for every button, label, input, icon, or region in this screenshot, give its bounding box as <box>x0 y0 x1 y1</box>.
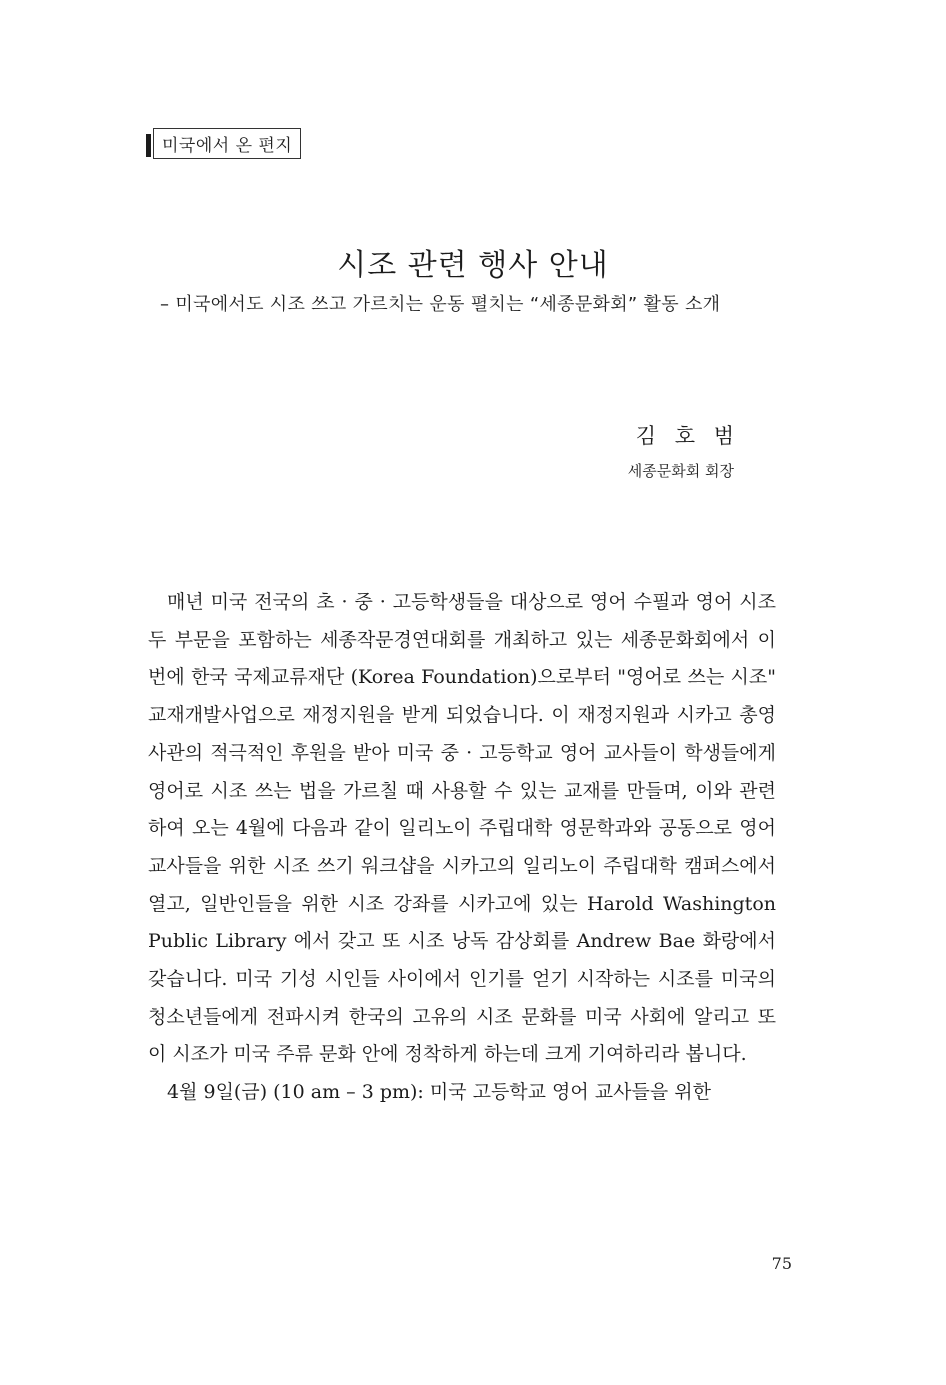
author-block <box>627 420 740 481</box>
author-title: 세종문화회 회장 <box>627 462 734 480</box>
article-body <box>148 584 776 1112</box>
article-title: 시조 관련 행사 안내 <box>337 248 609 283</box>
page-number: 75 <box>771 1254 792 1273</box>
body-paragraph: 4월 9일(금) (10 am – 3 pm): 미국 고등학교 영어 교사들을 위한 <box>167 1081 711 1104</box>
author-name: 김 호 범 <box>635 424 740 448</box>
article-subtitle: – 미국에서도 시조 쓰고 가르치는 운동 펼치는 “세종문화회” 활동 소개 <box>160 294 721 315</box>
body-paragraph: 매년 미국 전국의 초 · 중 · 고등학생들을 대상으로 영어 수필과 영어 시조 두 부문을 포함하는 세종작문경연대회를 개최하고 있는 세종문화회에서 이번에 한국 국제교류재단 (Korea Foundation)으로부터 "영어로 쓰는 시조" 교재개발사업으로 재정지원을 받게 되었습니다. 이 재정지원과 시카고 총영사관의 적극적인 후원을 받아 미국 중 · 고등학교 영어 교사들이 학생들에게 영어로 시조 쓰는 법을 가르칠 때 사용할 수 있는 교재를 만들며, 이와 관련하여 오는 4월에 다음과 같이 일리노이 주립대학 영문학과와 공동으로 영어 교사들을 위한 시조 쓰기 워크샵을 시카고의 일리노이 주립대학 캠퍼스에서 열고, 일반인들을 위한 시조 강좌를 시카고에 있는 Harold Washington Public Library 에서 갖고 또 시조 낭독 감상회를 Andrew Bae 화랑에서 갖습니다. 미국 기성 시인들 사이에서 인기를 얻기 시작하는 시조를 미국의 청소년들에게 전파시켜 한국의 고유의 시조 문화를 미국 사회에 알리고 또 이 시조가 미국 주류 문화 안에 정착하게 하는데 크게 기여하리라 봅니다. <box>148 591 776 1066</box>
section-tag-label: 미국에서 온 편지 <box>153 128 301 159</box>
section-tag <box>146 128 301 159</box>
section-tag-bar <box>146 134 151 157</box>
